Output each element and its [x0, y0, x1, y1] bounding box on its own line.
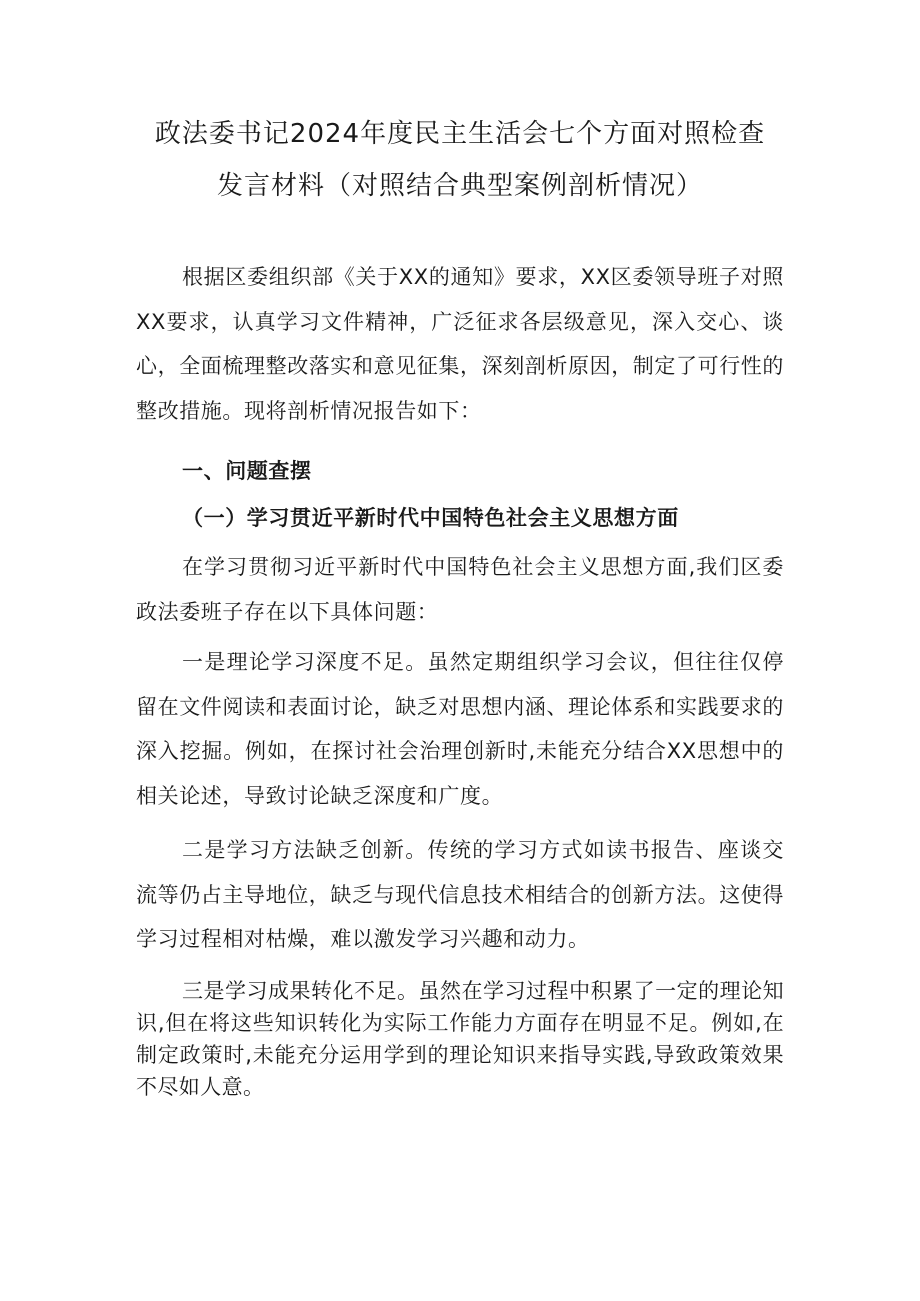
intro-paragraph: 根据区委组织部《关于XX的通知》要求，XX区委领导班子对照XX要求，认真学习文件精神，广泛征求各层级意见，深入交心、谈心，全面梳理整改落实和意见征集，深刻剖析原因，制定了可行性的整改措施。现将剖析情况报告如下： — [136, 265, 784, 423]
problem-three-paragraph: 三是学习成果转化不足。虽然在学习过程中积累了一定的理论知识,但在将这些知识转化为实际工作能力方面存在明显不足。例如,在制定政策时,未能充分运用学到的理论知识来指导实践,导致政策效果不尽如人意。 — [136, 979, 784, 1099]
subsection-heading: （一）学习贯近平新时代中国特色社会主义思想方面 — [182, 506, 679, 530]
problem-two-paragraph: 二是学习方法缺乏创新。传统的学习方式如读书报告、座谈交流等仍占主导地位，缺乏与现代信息技术相结合的创新方法。这使得学习过程相对枯燥，难以激发学习兴趣和动力。 — [136, 838, 784, 951]
section-heading: 一、问题查摆 — [182, 459, 312, 483]
overview-paragraph: 在学习贯彻习近平新时代中国特色社会主义思想方面,我们区委政法委班子存在以下具体问题： — [136, 555, 784, 624]
document-title-line1: 政法委书记2024年度民主生活会七个方面对照检查 — [154, 119, 766, 149]
problem-one-paragraph: 一是理论学习深度不足。虽然定期组织学习会议，但往往仅停留在文件阅读和表面讨论，缺乏对思想内涵、理论体系和实践要求的深入挖掘。例如，在探讨社会治理创新时,未能充分结合XX思想中的相关论述，导致讨论缺乏深度和广度。 — [136, 650, 784, 808]
document-title-line2: 发言材料（对照结合典型案例剖析情况） — [216, 171, 703, 201]
